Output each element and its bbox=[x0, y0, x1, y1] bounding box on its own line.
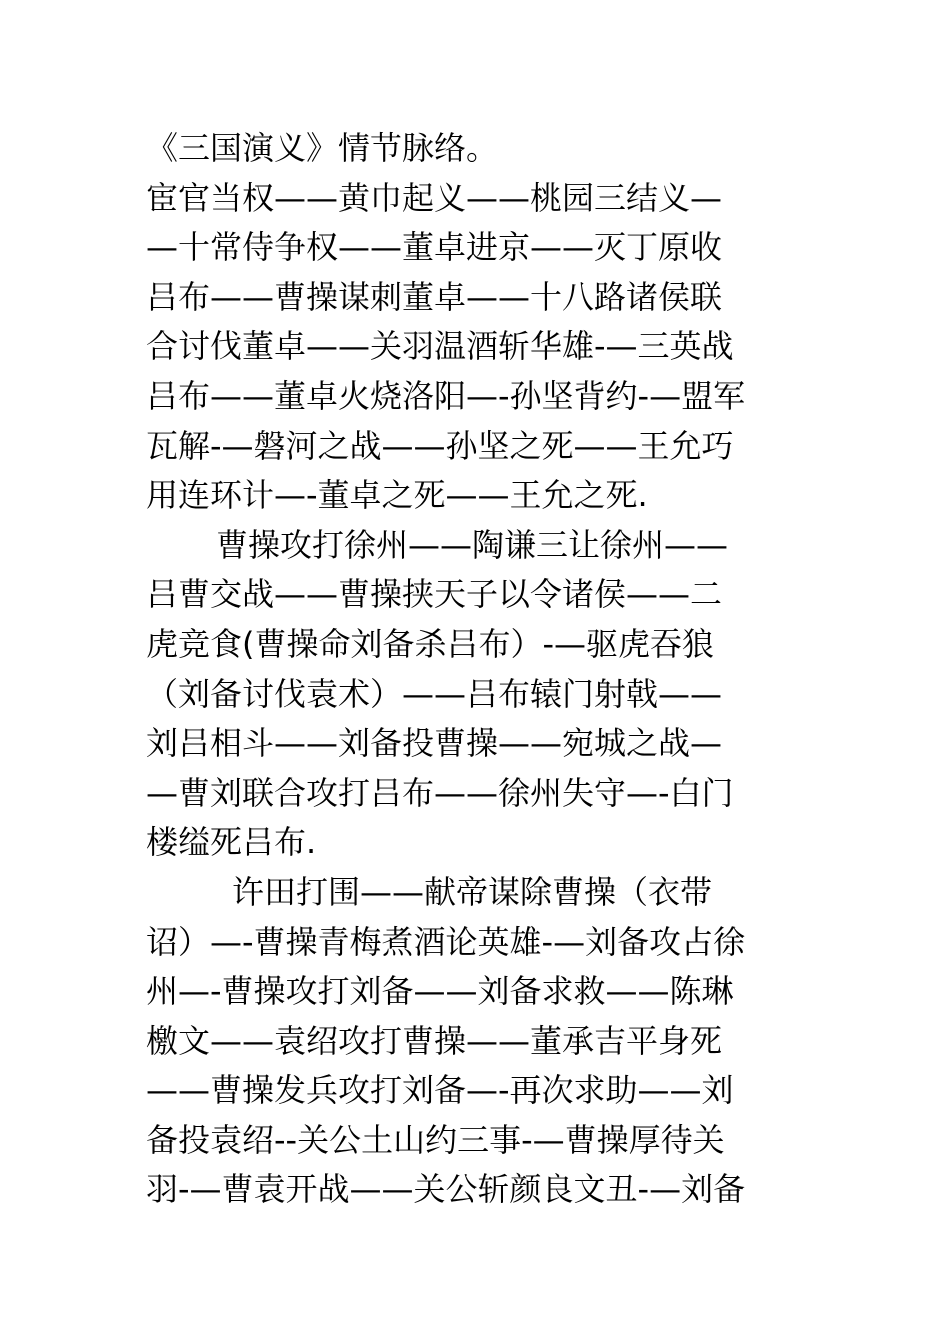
paragraph-3-line-7: 羽-—曹袁开战——关公斩颜良文丑-—刘备 bbox=[146, 1170, 746, 1209]
paragraph-1-line-7: 用连环计—-董卓之死——王允之死. bbox=[146, 476, 648, 515]
paragraph-2-line-7: 楼缢死吕布. bbox=[146, 823, 317, 862]
paragraph-3-line-4: 檄文——袁绍攻打曹操——董承吉平身死 bbox=[146, 1021, 723, 1060]
paragraph-2-line-6: —曹刘联合攻打吕布——徐州失守—-白门 bbox=[146, 773, 734, 812]
paragraph-1-line-1: 宦官当权——黄巾起义——桃园三结义— bbox=[146, 178, 723, 217]
paragraph-2-line-1: 曹操攻打徐州——陶谦三让徐州—— bbox=[216, 525, 729, 564]
paragraph-1-line-2: —十常侍争权——董卓进京——灭丁原收 bbox=[146, 228, 723, 267]
document-title: 《三国演义》情节脉络。 bbox=[146, 129, 499, 167]
paragraph-2-line-4: （刘备讨伐袁术）——吕布辕门射戟—— bbox=[146, 674, 723, 713]
paragraph-3-line-5: ——曹操发兵攻打刘备—-再次求助——刘 bbox=[146, 1071, 734, 1110]
paragraph-3-line-3: 州—-曹操攻打刘备——刘备求救——陈琳 bbox=[146, 972, 734, 1011]
paragraph-1-line-6: 瓦解-—磐河之战——孙坚之死——王允巧 bbox=[146, 426, 734, 465]
paragraph-1-line-3: 吕布——曹操谋刺董卓——十八路诸侯联 bbox=[146, 277, 723, 316]
paragraph-2-line-2: 吕曹交战——曹操挟天子以令诸侯——二 bbox=[146, 575, 723, 614]
paragraph-3-line-2: 诏）—-曹操青梅煮酒论英雄-—刘备攻占徐 bbox=[146, 922, 746, 961]
paragraph-1-line-5: 吕布——董卓火烧洛阳—-孙坚背约-—盟军 bbox=[146, 376, 746, 415]
paragraph-2-line-3: 虎竞食(曹操命刘备杀吕布）-—驱虎吞狼 bbox=[146, 624, 715, 663]
paragraph-3-line-6: 备投袁绍--关公土山约三事-—曹操厚待关 bbox=[146, 1120, 725, 1159]
paragraph-1-line-4: 合讨伐董卓——关羽温酒斩华雄-—三英战 bbox=[146, 327, 734, 366]
paragraph-3-line-1: 许田打围——献帝谋除曹操（衣带 bbox=[232, 872, 713, 911]
paragraph-2-line-5: 刘吕相斗——刘备投曹操——宛城之战— bbox=[146, 724, 723, 763]
document-body bbox=[146, 124, 811, 1215]
